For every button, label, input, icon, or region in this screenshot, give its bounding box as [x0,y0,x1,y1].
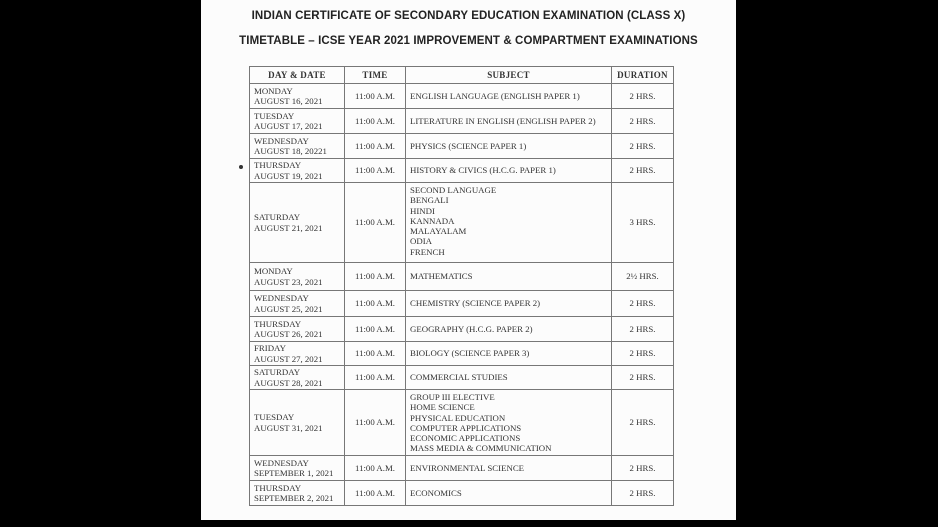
bottom-border [0,520,938,527]
duration-cell: 2½ HRS. [612,263,674,291]
document-page [201,0,736,520]
subject-line: HISTORY & CIVICS (H.C.G. PAPER 1) [410,165,556,176]
subject-line: COMPUTER APPLICATIONS [410,422,522,433]
subject-cell [406,366,612,390]
exam-date: AUGUST 18, 20221 [254,146,327,156]
duration-cell: 2 HRS. [612,342,674,366]
subject-line: LITERATURE IN ENGLISH (ENGLISH PAPER 2) [410,115,596,126]
day-date-cell [250,159,345,183]
subject-cell [406,291,612,317]
exam-date: AUGUST 25, 2021 [254,303,323,314]
exam-date: AUGUST 31, 2021 [254,422,323,433]
document-subtitle: TIMETABLE – ICSE YEAR 2021 IMPROVEMENT & COMPARTMENT EXAMINATIONS [239,35,698,47]
header-time: TIME [345,67,406,84]
subject-cell [406,342,612,366]
table-row [250,291,674,317]
duration-cell: 2 HRS. [612,366,674,390]
table-row [250,317,674,342]
table-row [250,84,674,109]
subject-line: MATHEMATICS [410,271,473,282]
document-title: INDIAN CERTIFICATE OF SECONDARY EDUCATION EXAMINATION (CLASS X) [251,10,686,22]
subject-line: GEOGRAPHY (H.C.G. PAPER 2) [410,323,533,334]
time-cell: 11:00 A.M. [345,481,406,506]
table-header-row [250,67,674,84]
subject-line: FRENCH [410,246,445,257]
subject-cell [406,84,612,109]
time-cell: 11:00 A.M. [345,291,406,317]
time-cell: 11:00 A.M. [345,109,406,134]
day-name: TUESDAY [254,110,295,121]
table-row [250,263,674,291]
table-row [250,109,674,134]
table-row [250,366,674,390]
day-name: MONDAY [254,266,293,277]
time-cell: 11:00 A.M. [345,342,406,366]
day-name: TUESDAY [254,412,295,423]
subject-line: MASS MEDIA & COMMUNICATION [410,443,552,454]
subject-line: ENVIRONMENTAL SCIENCE [410,462,525,473]
subject-cell [406,159,612,183]
header-day-date: DAY & DATE [250,67,345,84]
table-row [250,342,674,366]
exam-date: AUGUST 26, 2021 [254,329,323,339]
exam-date: AUGUST 19, 2021 [254,170,323,181]
table-row [250,456,674,481]
day-date-cell [250,263,345,291]
subject-cell [406,109,612,134]
duration-cell: 2 HRS. [612,109,674,134]
subject-cell [406,263,612,291]
subject-line: ODIA [410,236,432,247]
table-row [250,159,674,183]
exam-date: AUGUST 21, 2021 [254,222,323,233]
table-row [250,183,674,263]
subject-line: HINDI [410,205,435,216]
table-row [250,481,674,506]
subject-cell [406,481,612,506]
day-name: THURSDAY [254,482,302,493]
timetable-body [250,84,674,506]
time-cell: 11:00 A.M. [345,159,406,183]
day-date-cell [250,109,345,134]
exam-date: AUGUST 16, 2021 [254,96,323,106]
day-date-cell [250,456,345,481]
day-date-cell [250,366,345,390]
exam-date: SEPTEMBER 2, 2021 [254,493,334,503]
subject-line: HOME SCIENCE [410,402,475,413]
subject-line: ECONOMIC APPLICATIONS [410,433,521,444]
duration-cell: 2 HRS. [612,456,674,481]
subject-line: PHYSICS (SCIENCE PAPER 1) [410,140,527,151]
subject-line: BENGALI [410,195,449,206]
subject-line: ENGLISH LANGUAGE (ENGLISH PAPER 1) [410,90,580,101]
table-row [250,390,674,456]
day-name: THURSDAY [254,160,302,171]
subject-line: MALAYALAM [410,226,467,237]
duration-cell: 3 HRS. [612,183,674,263]
day-date-cell [250,183,345,263]
duration-cell: 2 HRS. [612,291,674,317]
time-cell: 11:00 A.M. [345,456,406,481]
subject-cell [406,317,612,342]
day-name: SATURDAY [254,367,301,378]
timetable [249,66,674,506]
day-date-cell [250,134,345,159]
exam-date: AUGUST 17, 2021 [254,121,323,131]
day-name: WEDNESDAY [254,457,309,468]
day-name: MONDAY [254,85,293,96]
day-name: THURSDAY [254,318,302,329]
day-name: WEDNESDAY [254,293,309,304]
time-cell: 11:00 A.M. [345,366,406,390]
exam-date: SEPTEMBER 1, 2021 [254,468,334,478]
subject-cell [406,134,612,159]
exam-date: AUGUST 27, 2021 [254,353,323,364]
exam-date: AUGUST 23, 2021 [254,276,323,287]
subject-cell [406,183,612,263]
subject-cell [406,456,612,481]
day-date-cell [250,342,345,366]
duration-cell: 2 HRS. [612,390,674,456]
duration-cell: 2 HRS. [612,317,674,342]
subject-line: KANNADA [410,215,455,226]
subject-line: PHYSICAL EDUCATION [410,412,506,423]
subject-line: CHEMISTRY (SCIENCE PAPER 2) [410,298,541,309]
time-cell: 11:00 A.M. [345,84,406,109]
stray-mark [239,165,243,169]
day-name: FRIDAY [254,343,286,354]
duration-cell: 2 HRS. [612,159,674,183]
header-subject: SUBJECT [406,67,612,84]
header-duration: DURATION [612,67,674,84]
day-date-cell [250,481,345,506]
exam-date: AUGUST 28, 2021 [254,377,323,388]
subject-line: GROUP III ELECTIVE [410,392,495,402]
subject-line: BIOLOGY (SCIENCE PAPER 3) [410,348,530,359]
day-name: SATURDAY [254,212,301,223]
subject-line: SECOND LANGUAGE [410,185,497,195]
subject-line: ECONOMICS [410,487,462,498]
time-cell: 11:00 A.M. [345,317,406,342]
day-date-cell [250,291,345,317]
day-date-cell [250,317,345,342]
time-cell: 11:00 A.M. [345,263,406,291]
duration-cell: 2 HRS. [612,481,674,506]
day-date-cell [250,390,345,456]
duration-cell: 2 HRS. [612,84,674,109]
time-cell: 11:00 A.M. [345,183,406,263]
subject-line: COMMERCIAL STUDIES [410,372,508,383]
day-name: WEDNESDAY [254,135,309,146]
table-row [250,134,674,159]
duration-cell: 2 HRS. [612,134,674,159]
subject-cell [406,390,612,456]
day-date-cell [250,84,345,109]
time-cell: 11:00 A.M. [345,390,406,456]
time-cell: 11:00 A.M. [345,134,406,159]
